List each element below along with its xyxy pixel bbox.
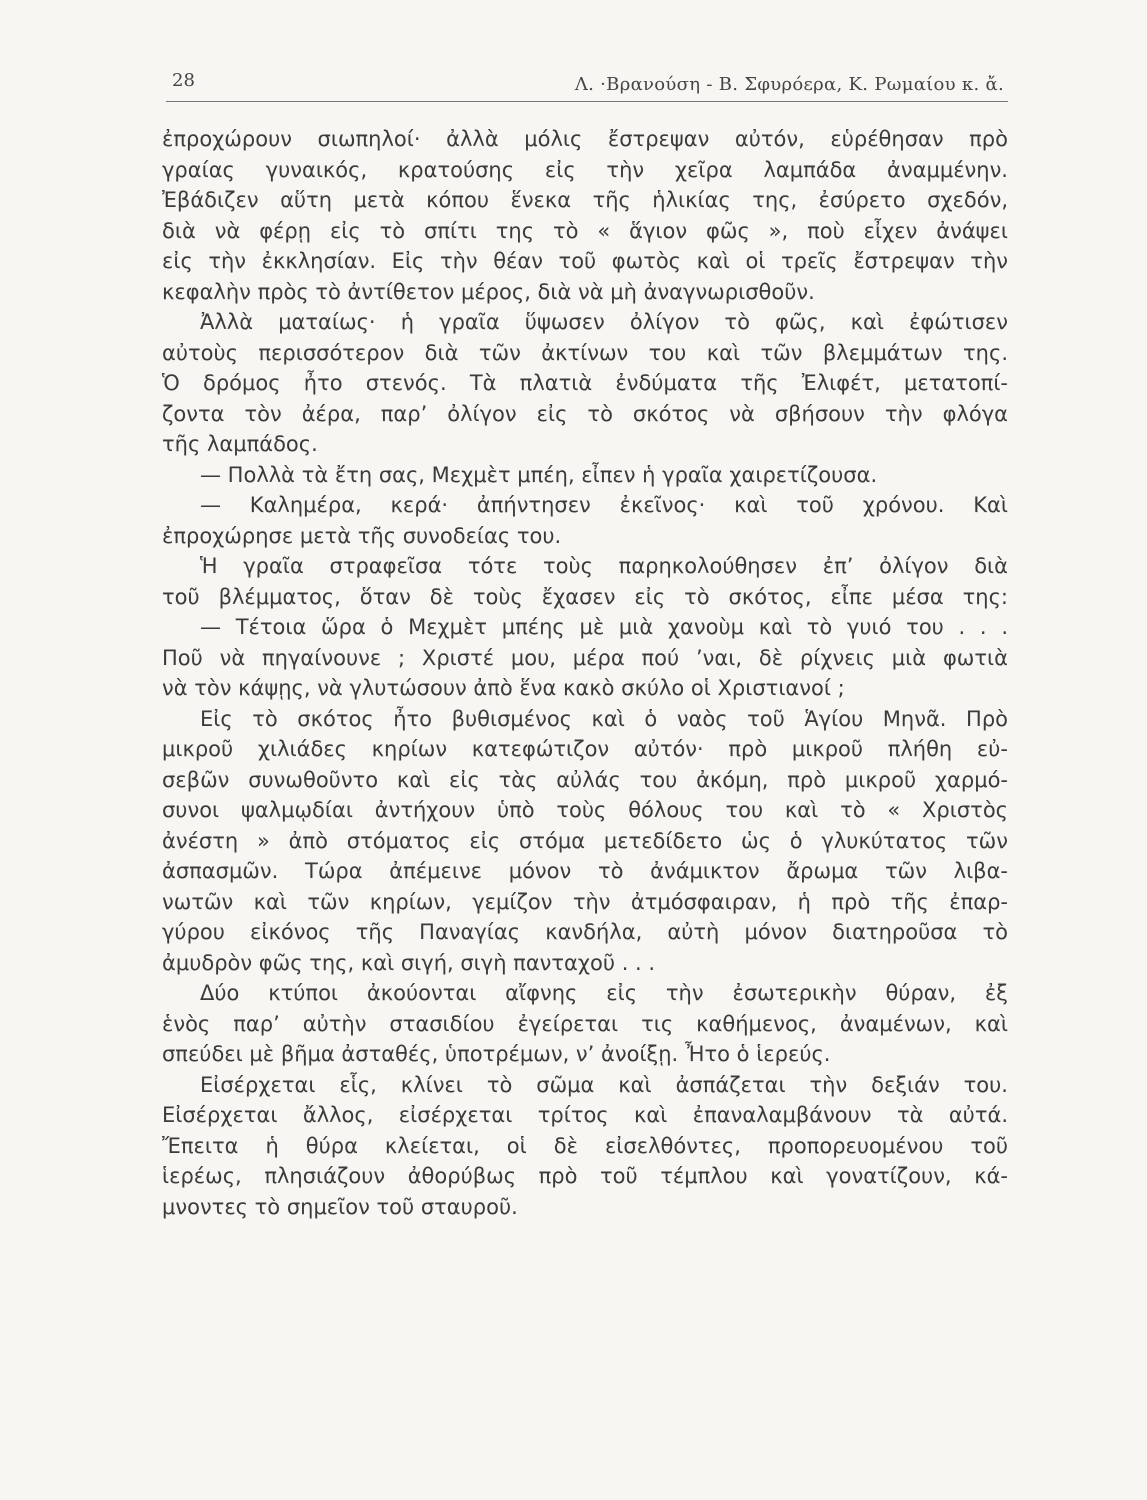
- text-line: ἱερέως, πλησιάζουν ἀθορύβως πρὸ τοῦ τέμπλου καὶ γονατίζουν, κά-: [162, 1164, 1008, 1188]
- text-line: νωτῶν καὶ τῶν κηρίων, γεμίζον τὴν ἀτμόσφαιραν, ἡ πρὸ τῆς ἐπαρ-: [162, 889, 1008, 914]
- text-line: Ποῦ νὰ πηγαίνουνε ; Χριστέ μου, μέρα πού ’ναι, δὲ ρίχνεις μιὰ φωτιὰ: [162, 645, 1008, 670]
- text-line: Ἡ γραῖα στραφεῖσα τότε τοὺς παρηκολούθησεν ἐπ’ ὀλίγον διὰ: [200, 554, 1008, 578]
- text-line: μικροῦ χιλιάδες κηρίων κατεφώτιζον αὐτόν· πρὸ μικροῦ πλήθη εὐ-: [162, 737, 1008, 761]
- text-line: ζοντα τὸν ἀέρα, παρ’ ὀλίγον εἰς τὸ σκότος νὰ σβήσουν τὴν φλόγα: [162, 401, 1008, 426]
- text-line: αὐτοὺς περισσότερον διὰ τῶν ἀκτίνων του καὶ τῶν βλεμμάτων της.: [162, 340, 1008, 365]
- text-line: γραίας γυναικός, κρατούσης εἰς τὴν χεῖρα λαμπάδα ἀναμμένην.: [162, 157, 1008, 182]
- text-line: — Τέτοια ὥρα ὁ Μεχμὲτ μπέης μὲ μιὰ χανοὺμ καὶ τὸ γυιό του . . .: [200, 615, 1008, 639]
- text-line: Ἔπειτα ἡ θύρα κλείεται, οἱ δὲ εἰσελθόντες, προπορευομένου τοῦ: [162, 1133, 1008, 1158]
- text-line: Ἐβάδιζεν αὕτη μετὰ κόπου ἕνεκα τῆς ἡλικίας της, ἐσύρετο σχεδόν,: [162, 188, 1008, 212]
- text-line: Ὁ δρόμος ἦτο στενός. Τὰ πλατιὰ ἐνδύματα τῆς Ἐλιφέτ, μετατοπί-: [162, 371, 1008, 395]
- text-line: σεβῶν συνωθοῦντο καὶ εἰς τὰς αὐλάς του ἀκόμη, πρὸ μικροῦ χαρμό-: [162, 767, 1008, 792]
- header-rule: [166, 101, 1008, 102]
- page-number: 28: [172, 70, 195, 91]
- text-line: — Πολλὰ τὰ ἔτη σας, Μεχμὲτ μπέη, εἶπεν ἡ γραῖα χαιρετίζουσα.: [200, 462, 878, 487]
- text-line: ἀσπασμῶν. Τώρα ἀπέμεινε μόνον τὸ ἀνάμικτον ἄρωμα τῶν λιβα-: [162, 859, 1008, 883]
- text-line: Εἰσέρχεται ἄλλος, εἰσέρχεται τρίτος καὶ ἐπαναλαμβάνουν τὰ αὐτά.: [162, 1103, 1008, 1127]
- page-header: [166, 70, 1006, 102]
- text-line: τῆς λαμπάδος.: [162, 432, 318, 456]
- text-line: γύρου εἰκόνος τῆς Παναγίας κανδήλα, αὐτὴ μόνον διατηροῦσα τὸ: [162, 920, 1008, 944]
- text-line: ἀνέστη » ἀπὸ στόματος εἰς στόμα μετεδίδετο ὡς ὁ γλυκύτατος τῶν: [162, 828, 1008, 853]
- text-line: διὰ νὰ φέρῃ εἰς τὸ σπίτι της τὸ « ἅγιον φῶς », ποὺ εἶχεν ἀνάψει: [162, 218, 1008, 243]
- text-line: Εἰς τὸ σκότος ἦτο βυθισμένος καὶ ὁ ναὸς τοῦ Ἁγίου Μηνᾶ. Πρὸ: [200, 706, 1008, 731]
- text-line: ἐπροχώρουν σιωπηλοί· ἀλλὰ μόλις ἔστρεψαν αὐτόν, εὑρέθησαν πρὸ: [162, 127, 1008, 151]
- running-head: Λ. ·Βρανούση - Β. Σφυρόερα, Κ. Ρωμαίου κ. ἄ.: [574, 74, 1004, 95]
- text-line: ἑνὸς παρ’ αὐτὴν στασιδίου ἐγείρεται τις καθήμενος, ἀναμένων, καὶ: [162, 1011, 1008, 1036]
- text-line: νὰ τὸν κάψῃς, νὰ γλυτώσουν ἀπὸ ἕνα κακὸ σκύλο οἱ Χριστιανοί ;: [162, 676, 845, 700]
- text-line: σπεύδει μὲ βῆμα ἀσταθές, ὑποτρέμων, ν’ ἀνοίξῃ. Ἦτο ὁ ἱερεύς.: [162, 1042, 831, 1066]
- text-line: ἐπροχώρησε μετὰ τῆς συνοδείας του.: [162, 523, 562, 548]
- text-line: Δύο κτύποι ἀκούονται αἴφνης εἰς τὴν ἐσωτερικὴν θύραν, ἐξ: [200, 981, 1008, 1005]
- text-line: κεφαλὴν πρὸς τὸ ἀντίθετον μέρος, διὰ νὰ μὴ ἀναγνωρισθοῦν.: [162, 279, 815, 304]
- text-line: Ἀλλὰ ματαίως· ἡ γραῖα ὕψωσεν ὀλίγον τὸ φῶς, καὶ ἐφώτισεν: [200, 310, 1008, 334]
- body-text: [162, 124, 1008, 1222]
- text-line: μνοντες τὸ σημεῖον τοῦ σταυροῦ.: [162, 1194, 518, 1219]
- text-line: — Καλημέρα, κερά· ἀπήντησεν ἐκεῖνος· καὶ τοῦ χρόνου. Καὶ: [200, 493, 1008, 517]
- text-line: ἀμυδρὸν φῶς της, καὶ σιγή, σιγὴ πανταχοῦ . . .: [162, 950, 656, 975]
- text-line: Εἰσέρχεται εἷς, κλίνει τὸ σῶμα καὶ ἀσπάζεται τὴν δεξιάν του.: [200, 1072, 1008, 1097]
- text-line: συνοι ψαλμῳδίαι ἀντήχουν ὑπὸ τοὺς θόλους του καὶ τὸ « Χριστὸς: [162, 798, 1008, 822]
- text-line: εἰς τὴν ἐκκλησίαν. Εἰς τὴν θέαν τοῦ φωτὸς καὶ οἱ τρεῖς ἔστρεψαν τὴν: [162, 249, 1008, 273]
- text-line: τοῦ βλέμματος, ὅταν δὲ τοὺς ἔχασεν εἰς τὸ σκότος, εἶπε μέσα της:: [162, 584, 1008, 609]
